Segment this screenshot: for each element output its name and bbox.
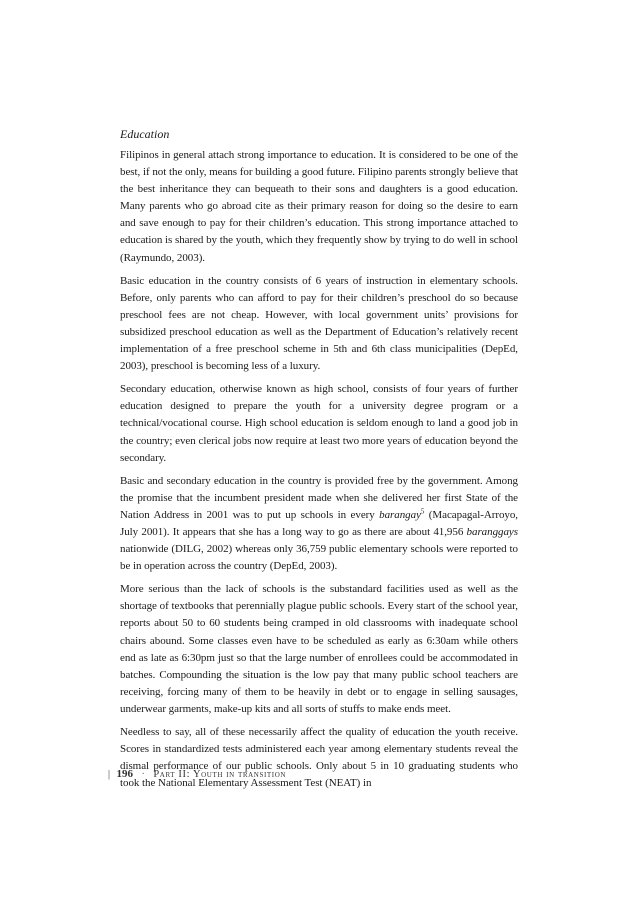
italic-term: barangay — [379, 508, 421, 521]
page-footer — [108, 768, 286, 780]
paragraph-education-quality: Needless to say, all of these necessarily affect the quality of education the youth receive. Scores in standardized tests administered each year among elementary students reveal the dismal performance of our public schools. Only about 5 in 10 graduating students who took the National Elementary Assessment Test (NEAT) in — [120, 726, 518, 790]
paragraph-basic-education: Basic education in the country consists of 6 years of instruction in elementary schools. Before, only parents who can afford to pay for their children’s preschool do so because preschool fees are not cheap. However, with local government units’ provisions for subsidized preschool education as well as the Department of Education’s relatively recent implementation of a free preschool scheme in 5th and 6th class municipalities (DepEd, 2003), preschool is becoming less of a luxury. — [120, 274, 518, 373]
running-part-title: Part II: Youth in transition — [153, 769, 287, 780]
page-number: 196 — [116, 768, 134, 780]
text-segment: (Macapagal-Arroyo, July 2001). It appears that she has a long way to go as there are about 41,956 — [120, 508, 518, 538]
footer-separator: · — [141, 769, 145, 780]
paragraph-free-education — [120, 473, 518, 576]
paragraph-secondary-education: Secondary education, otherwise known as high school, consists of four years of further education designed to prepare the youth for a university degree program or a technical/vocational course. High school education is seldom enough to land a good job in the country; even clerical jobs now require at least two more years of education beyond the secondary. — [120, 383, 518, 464]
page-body — [120, 127, 518, 798]
text-segment: Basic and secondary education in the country is provided free by the government. Among the promise that the incumbent president made when she delivered her first State of the Nation Address in 2001 was to put up schools in every — [120, 474, 518, 521]
paragraph-substandard-facilities: More serious than the lack of schools is the substandard facilities used as well as the shortage of textbooks that perennially plague public schools. Every start of the school year, reports about 50 to 60 students being cramped in old classrooms with inadequate school chairs abound. Some classes even have to be scheduled as early as 6:30am while others end as late as 6:30pm just so that the large number of enrollees could be accommodated in batches. Compounding the situation is the low pay that many public school teachers are receiving, forcing many of them to be heavily in debt or to engage in selling sausages, underwear garments, make-up kits and all sorts of stuffs to make ends meet. — [120, 583, 518, 715]
footnote-marker[interactable]: 5 — [420, 507, 425, 516]
section-heading: Education — [120, 127, 170, 141]
footer-pipe: | — [108, 769, 111, 780]
text-segment: nationwide (DILG, 2002) whereas only 36,759 public elementary schools were reported to be in operation across the country (DepEd, 2003). — [120, 543, 518, 573]
paragraph-importance-of-education: Filipinos in general attach strong importance to education. It is considered to be one of the best, if not the only, means for building a good future. Filipino parents strongly believe that the best inheritance they can bequeath to their sons and daughters is a good education. Many parents who go abroad cite as their primary reason for doing so the desire to earn and save enough to pay for their children’s education. This strong importance attached to education is shared by the youth, which they frequently show by trying to do well in school (Raymundo, 2003). — [120, 149, 518, 264]
italic-term: baranggays — [466, 525, 518, 538]
